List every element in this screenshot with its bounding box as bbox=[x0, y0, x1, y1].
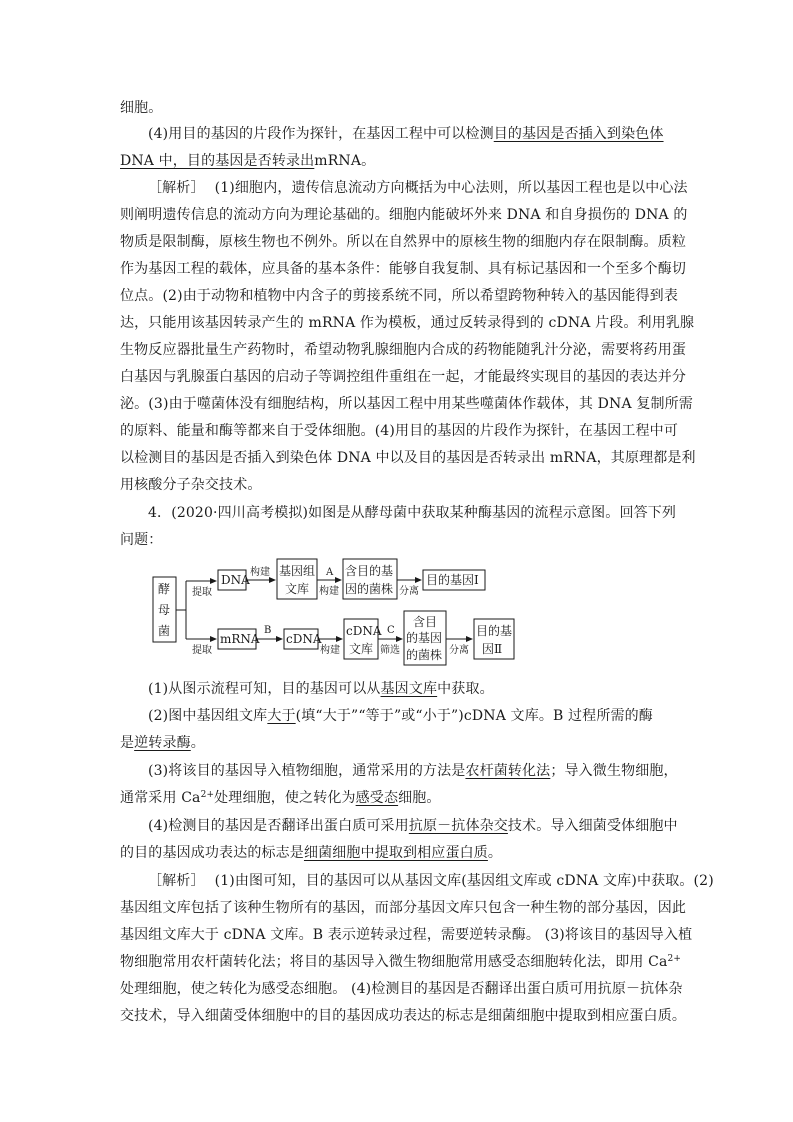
answer-blank: 目的基因是否插入到染色体 bbox=[493, 126, 664, 142]
strain1-label: 因的菌株 bbox=[345, 582, 394, 596]
q3-sub4-line1: (4)用目的基因的片段作为探针，在基因工程中可以检测目的基因是否插入到染色体 bbox=[148, 126, 664, 142]
target-gene-2-label: 目的基 bbox=[476, 624, 513, 638]
q4-sub3-line2: 通常采用 $Ca^{2+}$处理细胞，使之转化为感受态细胞。 bbox=[120, 790, 441, 806]
analysis2-line: 基因组文库包括了该种生物所有的基因，而部分基因文库只包含一种生物的部分基因，因此 bbox=[120, 900, 686, 916]
answer-blank: 逆转录酶 bbox=[134, 735, 191, 751]
build-label: 构建 bbox=[250, 567, 270, 578]
process-c-label: C bbox=[387, 625, 395, 636]
answer-blank: 感受态 bbox=[355, 790, 399, 806]
answer-blank: 基因文库 bbox=[380, 681, 438, 697]
cdna-library-label: cDNA bbox=[346, 624, 382, 638]
analysis1-line: 泌。(3)由于噬菌体没有细胞结构，所以基因工程中用某些噬菌体作载体，其 DNA 复制所需 bbox=[120, 396, 693, 412]
analysis1-line: ［解析］ (1)细胞内，遗传信息流动方向概括为中心法则，所以基因工程也是以中心法 bbox=[148, 180, 688, 196]
answer-blank: 农杆菌转化法 bbox=[465, 763, 551, 779]
process-a-label: A bbox=[326, 567, 334, 578]
analysis1-line: 位点。(2)由于动物和植物中内含子的剪接系统不同，所以希望跨物种转入的基因能得到表 bbox=[120, 288, 678, 304]
analysis2-line: 基因组文库大于 cDNA 文库。B 表示逆转录过程，需要逆转录酶。 (3)将该目的基因导入植 bbox=[120, 927, 693, 943]
answer-blank: 大于 bbox=[267, 708, 296, 724]
q4-stem-line2: 问题： bbox=[120, 532, 163, 548]
target-gene-1-label: 目的基因Ⅰ bbox=[426, 573, 479, 587]
mrna-label: mRNA bbox=[220, 632, 260, 646]
answer-blank: DNA 中，目的基因是否转录出 bbox=[120, 153, 315, 169]
strain2-label: 的基因 bbox=[406, 631, 443, 645]
analysis2-line: ［解析］ (1)由图可知，目的基因可以从基因文库(基因组文库或 cDNA 文库)中获取。(2) bbox=[148, 873, 714, 889]
cdna-label: cDNA bbox=[286, 632, 322, 646]
analysis1-line: 物质是限制酶，原核生物也不例外。所以在自然界中的原核生物的细胞内存在限制酶。质粒 bbox=[120, 234, 686, 250]
q3-sub4-line2: DNA 中，目的基因是否转录出mRNA。 bbox=[120, 153, 376, 169]
process-b-label: B bbox=[264, 625, 272, 636]
answer-blank: 抗原－抗体杂交 bbox=[408, 818, 508, 834]
q4-stem-line1: 4．(2020·四川高考模拟)如图是从酵母菌中获取某种酶基因的流程示意图。回答下列 bbox=[148, 505, 677, 521]
q4-sub4-line2: 的目的基因成功表达的标志是细菌细胞中提取到相应蛋白质。 bbox=[120, 845, 503, 861]
dna-label: DNA bbox=[221, 573, 250, 587]
analysis1-line: 达，只能用该基因转录产生的 mRNA 作为模板，通过反转录得到的 cDNA 片段。利用乳腺 bbox=[120, 315, 695, 331]
analysis-tag: ［解析］ bbox=[148, 873, 205, 889]
q3-tail-line: 细胞。 bbox=[120, 100, 163, 116]
strain1-label: 含目的基 bbox=[345, 564, 394, 578]
genomic-library-label: 文库 bbox=[285, 582, 310, 596]
analysis1-line: 用核酸分子杂交技术。 bbox=[120, 477, 262, 493]
extract-label: 提取 bbox=[192, 587, 212, 598]
q4-sub1: (1)从图示流程可知，目的基因可以从基因文库中获取。 bbox=[148, 681, 494, 697]
separate-label: 分离 bbox=[399, 586, 419, 597]
analysis1-line: 则阐明遗传信息的流动方向为理论基础的。细胞内能破坏外来 DNA 和自身损伤的 DNA 的 bbox=[120, 207, 688, 223]
q4-sub2-line1: (2)图中基因组文库大于(填“大于”“等于”或“小于”)cDNA 文库。B 过程所需的酶 bbox=[148, 708, 653, 724]
build-label: 构建 bbox=[320, 645, 340, 656]
answer-blank: 细菌细胞中提取到相应蛋白质 bbox=[303, 845, 488, 861]
strain2-label: 含目 bbox=[413, 615, 438, 629]
separate-label: 分离 bbox=[449, 645, 469, 656]
analysis2-line: 物细胞常用农杆菌转化法；将目的基因导入微生物细胞常用感受态细胞转化法，即用 $Ca^{2+}$ bbox=[120, 954, 682, 970]
screen-label: 筛选 bbox=[380, 645, 400, 656]
extract-label: 提取 bbox=[192, 645, 212, 656]
analysis1-line: 作为基因工程的载体，应具备的基本条件：能够自我复制、具有标记基因和一个至多个酶切 bbox=[120, 261, 686, 277]
build-label: 构建 bbox=[319, 586, 339, 597]
analysis1-line: 的原料、能量和酶等都来自于受体细胞。(4)用目的基因的片段作为探针，在基因工程中可 bbox=[120, 423, 678, 439]
analysis1-line: 生物反应器批量生产药物时，希望动物乳腺细胞内合成的药物能随乳汁分泌，需要将药用蛋 bbox=[120, 342, 686, 358]
yeast-label: 酵 bbox=[158, 582, 171, 596]
yeast-label: 菌 bbox=[158, 624, 171, 638]
analysis2-line: 处理细胞，使之转化为感受态细胞。 (4)检测目的基因是否翻译出蛋白质可用抗原－抗体杂 bbox=[120, 981, 683, 997]
cdna-library-label: 文库 bbox=[349, 642, 374, 656]
q4-sub4-line1: (4)检测目的基因是否翻译出蛋白质可采用抗原－抗体杂交技术。导入细菌受体细胞中 bbox=[148, 818, 678, 834]
analysis1-line: 以检测目的基因是否插入到染色体 DNA 中以及目的基因是否转录出 mRNA，其原理都是利 bbox=[120, 450, 696, 466]
analysis-tag: ［解析］ bbox=[148, 180, 205, 196]
flow-diagram bbox=[150, 555, 540, 667]
strain2-label: 的菌株 bbox=[406, 648, 443, 662]
q4-sub2-line2: 是逆转录酶。 bbox=[120, 735, 205, 751]
analysis1-line: 白基因与乳腺蛋白基因的启动子等调控组件重组在一起，才能最终实现目的基因的表达并分 bbox=[120, 369, 686, 385]
analysis2-line: 交技术，导入细菌受体细胞中的目的基因成功表达的标志是细菌细胞中提取到相应蛋白质。 bbox=[120, 1008, 686, 1024]
q4-sub3-line1: (3)将该目的基因导入植物细胞，通常采用的方法是农杆菌转化法；导入微生物细胞， bbox=[148, 763, 678, 779]
yeast-label: 母 bbox=[158, 603, 171, 617]
target-gene-2-label: 因Ⅱ bbox=[482, 642, 503, 656]
genomic-library-label: 基因组 bbox=[279, 564, 316, 578]
